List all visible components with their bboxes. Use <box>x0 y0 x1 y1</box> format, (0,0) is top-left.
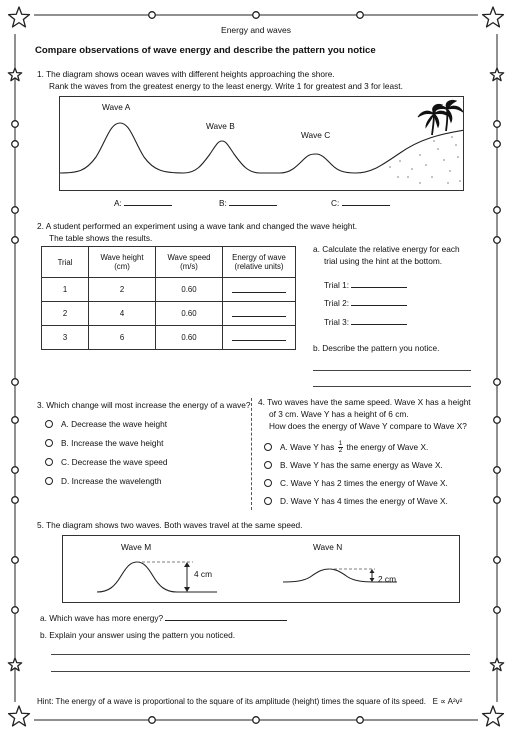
cell-height: 4 <box>89 302 156 326</box>
q3-option-b-radio[interactable] <box>45 439 53 447</box>
wave-n-label: Wave N <box>313 542 343 552</box>
q2b-answer-line-1[interactable] <box>313 370 471 371</box>
q4-option-b-radio[interactable] <box>264 461 272 469</box>
star-icon <box>9 7 30 27</box>
q3-option-c-radio[interactable] <box>45 458 53 466</box>
q3-option-d-radio[interactable] <box>45 477 53 485</box>
star-icon <box>483 706 504 726</box>
cell-trial: 3 <box>42 326 89 350</box>
q4-text-1: 4. Two waves have the same speed. Wave X has a height <box>258 397 471 407</box>
energy-blank[interactable] <box>232 284 286 293</box>
wave-tank-table <box>41 246 296 350</box>
header-energy: Energy of wave (relative units) <box>223 247 296 278</box>
q4-option-d[interactable]: D. Wave Y has 4 times the energy of Wave X. <box>280 496 448 506</box>
border-circle <box>12 237 19 244</box>
q3-question: 3. Which change will most increase the energy of a wave? <box>37 400 251 410</box>
q2-text-2: The table shows the results. <box>49 233 153 243</box>
border-circle <box>12 141 19 148</box>
energy-formula: E ∝ A²v² <box>432 697 463 706</box>
q5b-answer-line-1[interactable] <box>51 654 470 655</box>
border-circle <box>494 467 501 474</box>
q4-option-d-radio[interactable] <box>264 497 272 505</box>
trial3-blank[interactable] <box>351 316 407 325</box>
cell-height: 6 <box>89 326 156 350</box>
wave-n-height: 2 cm <box>378 574 396 584</box>
q4-text-2: of 3 cm. Wave Y has a height of 6 cm. <box>269 409 409 419</box>
border-circle <box>12 557 19 564</box>
border-circle <box>494 497 501 504</box>
border-circle <box>494 121 501 128</box>
q2a-text-2: trial using the hint at the bottom. <box>324 256 443 266</box>
border-circle <box>494 237 501 244</box>
border-circle <box>494 379 501 386</box>
border-circle <box>12 379 19 386</box>
trial3-answer: Trial 3: <box>324 316 407 327</box>
header-speed: Wave speed (m/s) <box>156 247 223 278</box>
q2b-answer-line-2[interactable] <box>313 386 471 387</box>
answer-c-blank[interactable] <box>342 197 390 206</box>
q3-option-d[interactable]: D. Increase the wavelength <box>61 476 162 486</box>
q5a-text: a. Which wave has more energy? <box>40 612 287 623</box>
q5-intro: 5. The diagram shows two waves. Both waves travel at the same speed. <box>37 520 303 530</box>
worksheet-heading: Compare observations of wave energy and describe the pattern you notice <box>35 45 376 56</box>
border-circle <box>253 12 260 19</box>
hint-text: Hint: The energy of a wave is proportional to the square of its amplitude (height) times the square of its speed. <box>37 697 426 706</box>
border-circle <box>253 717 260 724</box>
q3-option-a-radio[interactable] <box>45 420 53 428</box>
wave-m-label: Wave M <box>121 542 152 552</box>
table-row <box>42 302 296 326</box>
page-title: Energy and waves <box>221 25 291 35</box>
border-circle <box>357 12 364 19</box>
answer-c: C: <box>331 197 390 208</box>
ocean-waves-diagram <box>59 96 464 191</box>
cell-energy <box>223 326 296 350</box>
q2a-text-1: a. Calculate the relative energy for each <box>313 244 460 254</box>
palm-trees <box>418 100 463 135</box>
wave-b-label: Wave B <box>206 121 235 131</box>
q1-text-1: 1. The diagram shows ocean waves with different heights approaching the shore. <box>37 69 335 79</box>
wave-c-label: Wave C <box>301 130 331 140</box>
answer-a-blank[interactable] <box>124 197 172 206</box>
border-circle <box>494 557 501 564</box>
energy-blank[interactable] <box>232 332 286 341</box>
cell-trial: 2 <box>42 302 89 326</box>
cell-trial: 1 <box>42 278 89 302</box>
q3-option-a[interactable]: A. Decrease the wave height <box>61 419 168 429</box>
border-circle <box>494 141 501 148</box>
q5b-answer-line-2[interactable] <box>51 671 470 672</box>
wave-a-label: Wave A <box>102 102 131 112</box>
q1-text-2: Rank the waves from the greatest energy to the least energy. Write 1 for greatest and 3 for least. <box>49 81 403 91</box>
star-icon <box>9 706 30 726</box>
table-row <box>42 278 296 302</box>
border-circle <box>12 121 19 128</box>
trial2-blank[interactable] <box>351 297 407 306</box>
q2b-text: b. Describe the pattern you notice. <box>313 343 440 353</box>
q4-option-c-radio[interactable] <box>264 479 272 487</box>
answer-a: A: <box>114 197 172 208</box>
q5b-text: b. Explain your answer using the pattern you noticed. <box>40 630 236 640</box>
q3-option-b[interactable]: B. Increase the wave height <box>61 438 164 448</box>
cell-height: 2 <box>89 278 156 302</box>
border-circle <box>149 12 156 19</box>
trial1-blank[interactable] <box>351 279 407 288</box>
trial1-answer: Trial 1: <box>324 279 407 290</box>
cell-speed: 0.60 <box>156 278 223 302</box>
hint <box>37 697 462 707</box>
header-height: Wave height (cm) <box>89 247 156 278</box>
energy-blank[interactable] <box>232 308 286 317</box>
q3-option-c[interactable]: C. Decrease the wave speed <box>61 457 168 467</box>
cell-energy <box>223 302 296 326</box>
q4-text-3: How does the energy of Wave Y compare to Wave X? <box>269 421 467 431</box>
q5a-answer-blank[interactable] <box>165 612 287 621</box>
trial2-answer: Trial 2: <box>324 297 407 308</box>
column-divider <box>251 398 252 510</box>
header-trial: Trial <box>42 247 89 278</box>
cell-energy <box>223 278 296 302</box>
cell-speed: 0.60 <box>156 302 223 326</box>
border-circle <box>12 607 19 614</box>
answer-b-blank[interactable] <box>229 197 277 206</box>
table-row <box>42 326 296 350</box>
q4-option-c[interactable]: C. Wave Y has 2 times the energy of Wave X. <box>280 478 448 488</box>
border-circle <box>357 717 364 724</box>
border-circle <box>494 607 501 614</box>
cell-speed: 0.60 <box>156 326 223 350</box>
border-circle <box>494 417 501 424</box>
border-circle <box>12 207 19 214</box>
border-circle <box>12 417 19 424</box>
q4-option-a[interactable]: A. Wave Y has $\frac{1}{2}$ the energy of Wave X. <box>280 439 429 455</box>
one-half-fraction: $\frac{1}{2}$ <box>338 439 343 455</box>
answer-b: B: <box>219 197 277 208</box>
border-circle <box>494 207 501 214</box>
q2-text-1: 2. A student performed an experiment using a wave tank and changed the wave height. <box>37 221 358 231</box>
q4-option-b[interactable]: B. Wave Y has the same energy as Wave X. <box>280 460 443 470</box>
q4-option-a-radio[interactable] <box>264 443 272 451</box>
border-circle <box>149 717 156 724</box>
border-circle <box>12 497 19 504</box>
star-icon <box>483 7 504 27</box>
two-waves-diagram <box>62 535 460 603</box>
border-circle <box>12 467 19 474</box>
wave-m-height: 4 cm <box>194 569 212 579</box>
